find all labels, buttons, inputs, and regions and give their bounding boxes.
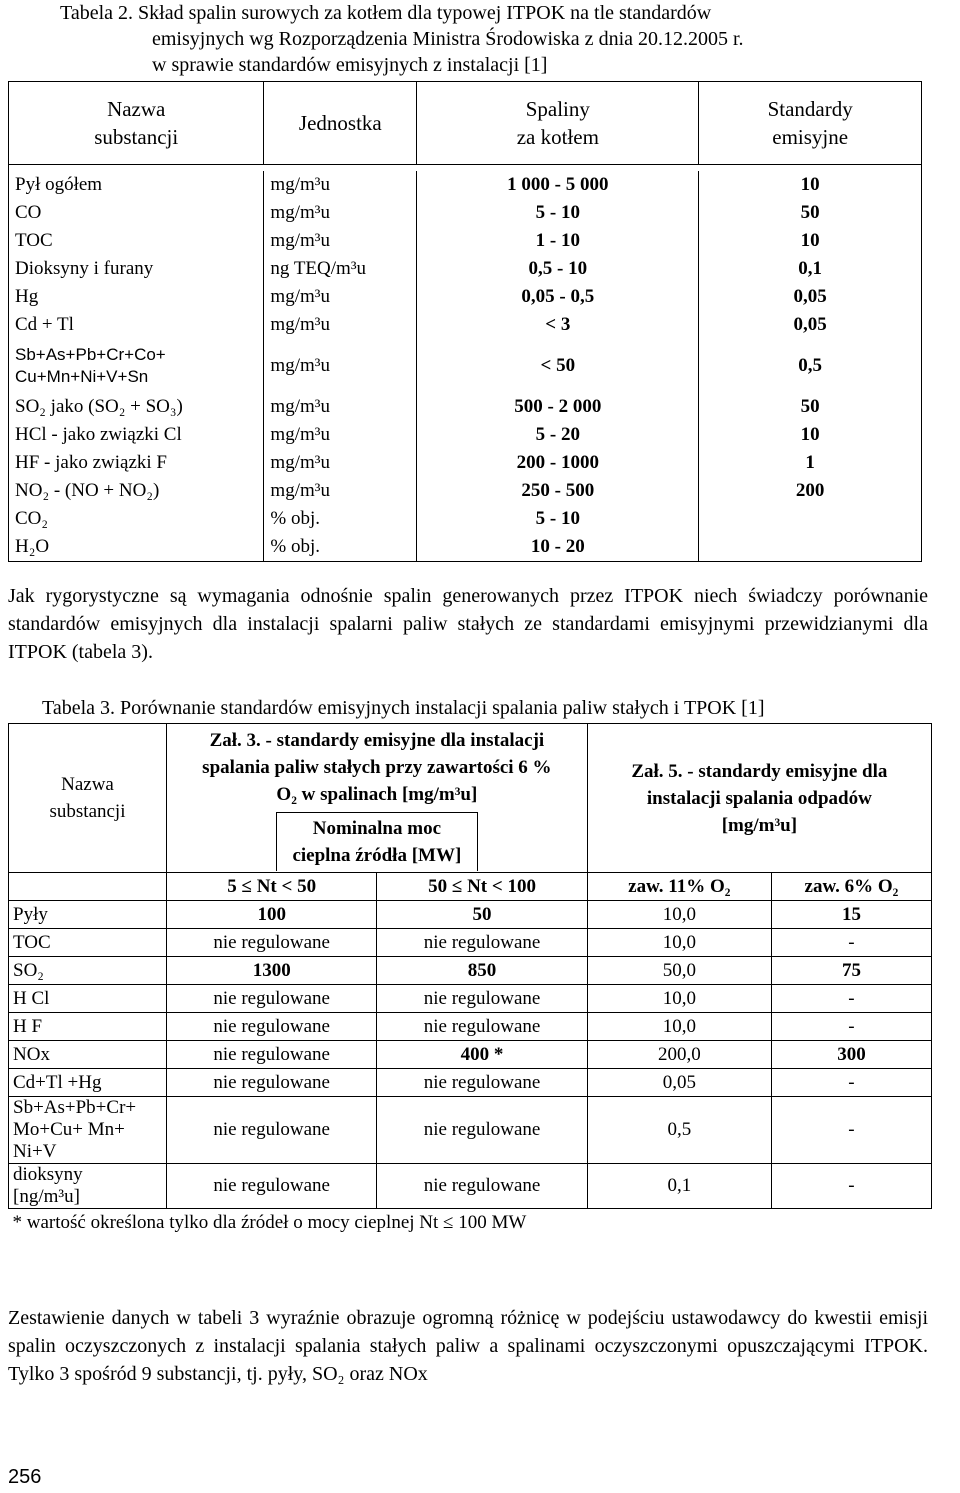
table2-cell-spaliny: < 50 [417, 339, 699, 393]
table3-cell-v2: 400 * [377, 1041, 587, 1069]
table3-cell-name: Pyły [9, 901, 167, 929]
table3-cell-v3: 10,0 [587, 929, 771, 957]
table2-cell-standard: 200 [699, 477, 922, 505]
table3-cell-v4: - [771, 1164, 931, 1209]
table3-subheader-1: 5 ≤ Nt < 50 [167, 873, 377, 901]
table2-cell-standard: 10 [699, 171, 922, 199]
paragraph-1: Jak rygorystyczne są wymagania odnośnie spalin generowanych przez ITPOK niech świadczy porównanie standardów emisyjnych dla instalacji spalarni paliw stałych ze standardami emisyjnymi przewidzianymi dla ITPOK (tabela 3). [8, 585, 928, 663]
table2-cell-spaliny: 1 - 10 [417, 227, 699, 255]
table2-cell-spaliny: 500 - 2 000 [417, 393, 699, 421]
table3-cell-v1: nie regulowane [167, 1164, 377, 1209]
table2-cell-unit: mg/m³u [264, 421, 417, 449]
table2-header-spaliny-line2: za kotłem [516, 125, 599, 149]
table2-cell-name: Dioksyny i furany [9, 255, 264, 283]
table2-body [9, 171, 922, 562]
paragraph-2: Zestawienie danych w tabeli 3 wyraźnie obrazuje ogromną różnicę w podejściu ustawodawcy do kwestii emisji spalin oczyszczonych z instalacji spalania stałych paliw a spalinami oczyszczonymi opuszczającymi ITPOK. Tylko 3 spośród 9 substancji, tj. pyły, SO₂ oraz NOx [8, 1307, 928, 1385]
table2-row [9, 505, 922, 533]
table3-row [9, 1097, 932, 1164]
table2-cell-spaliny: 5 - 20 [417, 421, 699, 449]
table2-header-name [9, 82, 264, 165]
table3-subheader-empty [9, 873, 167, 901]
table3-cell-v1: nie regulowane [167, 1097, 377, 1164]
table3-header-moc-line2: cieplna źródła [MW] [292, 845, 462, 867]
table3-cell-v3: 10,0 [587, 901, 771, 929]
table3-cell-v4: 15 [771, 901, 931, 929]
table3-header-name-line1: Nazwa [61, 774, 114, 795]
table2-cell-unit: mg/m³u [264, 199, 417, 227]
table2-cell-standard: 1 [699, 449, 922, 477]
table3-cell-v4: 75 [771, 957, 931, 985]
table2-cell-unit: mg/m³u [264, 171, 417, 199]
table2-cell-spaliny: 1 000 - 5 000 [417, 171, 699, 199]
table2-row [9, 477, 922, 505]
table3-row [9, 901, 932, 929]
table2-row [9, 339, 922, 393]
table3-cell-v1: nie regulowane [167, 1013, 377, 1041]
table3-subheader-2: 50 ≤ Nt < 100 [377, 873, 587, 901]
table3-subheader-row [9, 873, 932, 901]
table2-header-standard-line2: emisyjne [772, 125, 849, 149]
table3-cell-v2: nie regulowane [377, 985, 587, 1013]
table3-header-moc [167, 811, 588, 872]
table3-cell-v2: nie regulowane [377, 1097, 587, 1164]
table2-caption-line1: Tabela 2. Skład spalin surowych za kotłem dla typowej ITPOK na tle standardów [60, 2, 712, 24]
table3-header-row [9, 724, 932, 812]
table3-cell-v1: nie regulowane [167, 985, 377, 1013]
table3-cell-name: H F [9, 1013, 167, 1041]
table3-cell-v2: nie regulowane [377, 929, 587, 957]
table2-row [9, 283, 922, 311]
table2-cell-standard: 10 [699, 421, 922, 449]
table3-caption: Tabela 3. Porównanie standardów emisyjnych instalacji spalania paliw stałych i TPOK [1] [42, 697, 765, 719]
table3-cell-v4: - [771, 1069, 931, 1097]
table2-caption-line2: emisyjnych wg Rozporządzenia Ministra Środowiska z dnia 20.12.2005 r. [152, 28, 744, 50]
table2-cell-name: TOC [9, 227, 264, 255]
table3-cell-v2: nie regulowane [377, 1164, 587, 1209]
table2-header-standard [699, 82, 922, 165]
table2-cell-unit: mg/m³u [264, 311, 417, 339]
table2-cell-unit: mg/m³u [264, 393, 417, 421]
table3-row [9, 1164, 932, 1209]
table2-cell-name: HCl - jako związki Cl [9, 421, 264, 449]
table2-cell-unit: mg/m³u [264, 449, 417, 477]
table2-header-row [9, 82, 922, 165]
table3-cell-v4: - [771, 929, 931, 957]
table3-header-zal3-line3: O₂ w spalinach [mg/m³u] [276, 784, 478, 806]
table2-row [9, 421, 922, 449]
table3-cell-v2: 50 [377, 901, 587, 929]
table2-header-name-line2: substancji [94, 125, 179, 149]
table3-cell-name-line1: dioksyny [13, 1164, 83, 1185]
table2-cell-name: H₂O [9, 533, 264, 562]
table3-cell-name-line3: Ni+V [13, 1141, 57, 1162]
table2-cell-standard: 0,05 [699, 283, 922, 311]
table2-row [9, 449, 922, 477]
table2-cell-standard: 0,05 [699, 311, 922, 339]
table3-subheader-3: zaw. 11% O₂ [587, 873, 771, 901]
table2-cell-name: CO [9, 199, 264, 227]
table3-cell-v2: nie regulowane [377, 1069, 587, 1097]
table2-cell-unit: ng TEQ/m³u [264, 255, 417, 283]
table2-cell-name: HF - jako związki F [9, 449, 264, 477]
table3-footnote-row [9, 1209, 932, 1237]
table3-cell-v3: 0,1 [587, 1164, 771, 1209]
table2-cell-unit: mg/m³u [264, 283, 417, 311]
table2-cell-unit: mg/m³u [264, 477, 417, 505]
table3-cell-v1: nie regulowane [167, 1069, 377, 1097]
table2-cell-standard: 50 [699, 199, 922, 227]
table2-cell-name: Cd + Tl [9, 311, 264, 339]
table3-cell-v2: nie regulowane [377, 1013, 587, 1041]
table2-cell-name: Pył ogółem [9, 171, 264, 199]
table3-cell-v1: nie regulowane [167, 1041, 377, 1069]
table2-header-spaliny [417, 82, 699, 165]
table2-header-spaliny-line1: Spaliny [525, 97, 590, 121]
table2-cell-spaliny: 200 - 1000 [417, 449, 699, 477]
table2-row [9, 311, 922, 339]
table3-header-zal5-line1: Zał. 5. - standardy emisyjne dla [631, 760, 888, 782]
table3-cell-v1: nie regulowane [167, 929, 377, 957]
table3-cell-name: Cd+Tl +Hg [9, 1069, 167, 1097]
table3-cell-v1: 100 [167, 901, 377, 929]
table2-cell-standard: 50 [699, 393, 922, 421]
table2-cell-standard: 0,1 [699, 255, 922, 283]
table2-cell-name [9, 339, 264, 393]
page-number: 256 [8, 1466, 42, 1488]
table3-cell-name: SO₂ [9, 957, 167, 985]
table3-header-zal3 [167, 724, 588, 812]
table2-cell-spaliny: 0,05 - 0,5 [417, 283, 699, 311]
table2-cell-unit: % obj. [264, 533, 417, 562]
table2-cell-spaliny: 5 - 10 [417, 199, 699, 227]
table2-row [9, 255, 922, 283]
table3-cell-v4: - [771, 1013, 931, 1041]
table3-row [9, 1013, 932, 1041]
table2-cell-unit: mg/m³u [264, 339, 417, 393]
table3-header-zal5 [587, 724, 931, 873]
table3-cell-v3: 50,0 [587, 957, 771, 985]
table2 [8, 81, 922, 562]
table3-subheader-4: zaw. 6% O₂ [771, 873, 931, 901]
table2-cell-name-line1: Sb+As+Pb+Cr+Co+ [15, 345, 166, 364]
table3-cell-name [9, 1097, 167, 1164]
table2-header-standard-line1: Standardy [767, 97, 853, 121]
table2-row [9, 227, 922, 255]
table3-cell-name-line2: Mo+Cu+ Mn+ [13, 1119, 125, 1140]
table3-cell-v4: - [771, 1097, 931, 1164]
table3-cell-v3: 10,0 [587, 1013, 771, 1041]
table3-header-zal3-line2: spalania paliw stałych przy zawartości 6 % [202, 757, 552, 779]
table3-footnote: * wartość określona tylko dla źródeł o mocy cieplnej Nt ≤ 100 MW [9, 1209, 932, 1237]
table3-row [9, 1069, 932, 1097]
table2-cell-spaliny: 5 - 10 [417, 505, 699, 533]
table2-cell-name: Hg [9, 283, 264, 311]
table2-cell-unit: % obj. [264, 505, 417, 533]
table2-cell-standard [699, 505, 922, 533]
table2-caption-line3: w sprawie standardów emisyjnych z instalacji [1] [152, 54, 548, 76]
table3-row [9, 957, 932, 985]
table3 [8, 723, 932, 1236]
table3-cell-v3: 0,5 [587, 1097, 771, 1164]
table3-cell-name [9, 1164, 167, 1209]
table3-header-moc-line1: Nominalna moc [312, 818, 441, 840]
table3-cell-name: TOC [9, 929, 167, 957]
table3-body [9, 901, 932, 1209]
table3-cell-v1: 1300 [167, 957, 377, 985]
table3-cell-v2: 850 [377, 957, 587, 985]
table3-row [9, 1041, 932, 1069]
table2-cell-standard: 10 [699, 227, 922, 255]
table3-header-moc-box [276, 812, 478, 871]
table3-header-zal5-line2: instalacji spalania odpadów [646, 787, 872, 809]
table3-cell-v3: 10,0 [587, 985, 771, 1013]
table2-cell-name: CO₂ [9, 505, 264, 533]
table3-header-zal5-line3: [mg/m³u] [721, 814, 798, 836]
table2-cell-spaliny: 250 - 500 [417, 477, 699, 505]
table2-cell-name: NO₂ - (NO + NO₂) [9, 477, 264, 505]
table2-cell-spaliny: < 3 [417, 311, 699, 339]
table2-row [9, 393, 922, 421]
table2-header-unit: Jednostka [264, 82, 417, 165]
table3-cell-name: NOx [9, 1041, 167, 1069]
table3-cell-name: H Cl [9, 985, 167, 1013]
table2-row [9, 171, 922, 199]
table2-cell-standard [699, 533, 922, 562]
table3-cell-v3: 200,0 [587, 1041, 771, 1069]
table2-cell-standard: 0,5 [699, 339, 922, 393]
table3-cell-name-line1: Sb+As+Pb+Cr+ [13, 1097, 137, 1118]
table3-cell-name-line2: [ng/m³u] [13, 1186, 80, 1207]
table2-cell-name: SO₂ jako (SO₂ + SO₃) [9, 393, 264, 421]
table3-row [9, 985, 932, 1013]
table2-cell-name-line2: Cu+Mn+Ni+V+Sn [15, 367, 149, 386]
table2-header-name-line1: Nazwa [107, 97, 166, 121]
table2-cell-spaliny: 0,5 - 10 [417, 255, 699, 283]
table2-cell-unit: mg/m³u [264, 227, 417, 255]
table3-cell-v4: 300 [771, 1041, 931, 1069]
table3-header-zal3-line1: Zał. 3. - standardy emisyjne dla instalacji [209, 730, 545, 752]
table3-row [9, 929, 932, 957]
table3-header-name [9, 724, 167, 873]
table3-cell-v3: 0,05 [587, 1069, 771, 1097]
table2-row [9, 199, 922, 227]
table3-header-name-line2: substancji [49, 801, 126, 822]
table2-row [9, 533, 922, 562]
table2-cell-spaliny: 10 - 20 [417, 533, 699, 562]
table2-caption [60, 0, 940, 78]
table3-cell-v4: - [771, 985, 931, 1013]
